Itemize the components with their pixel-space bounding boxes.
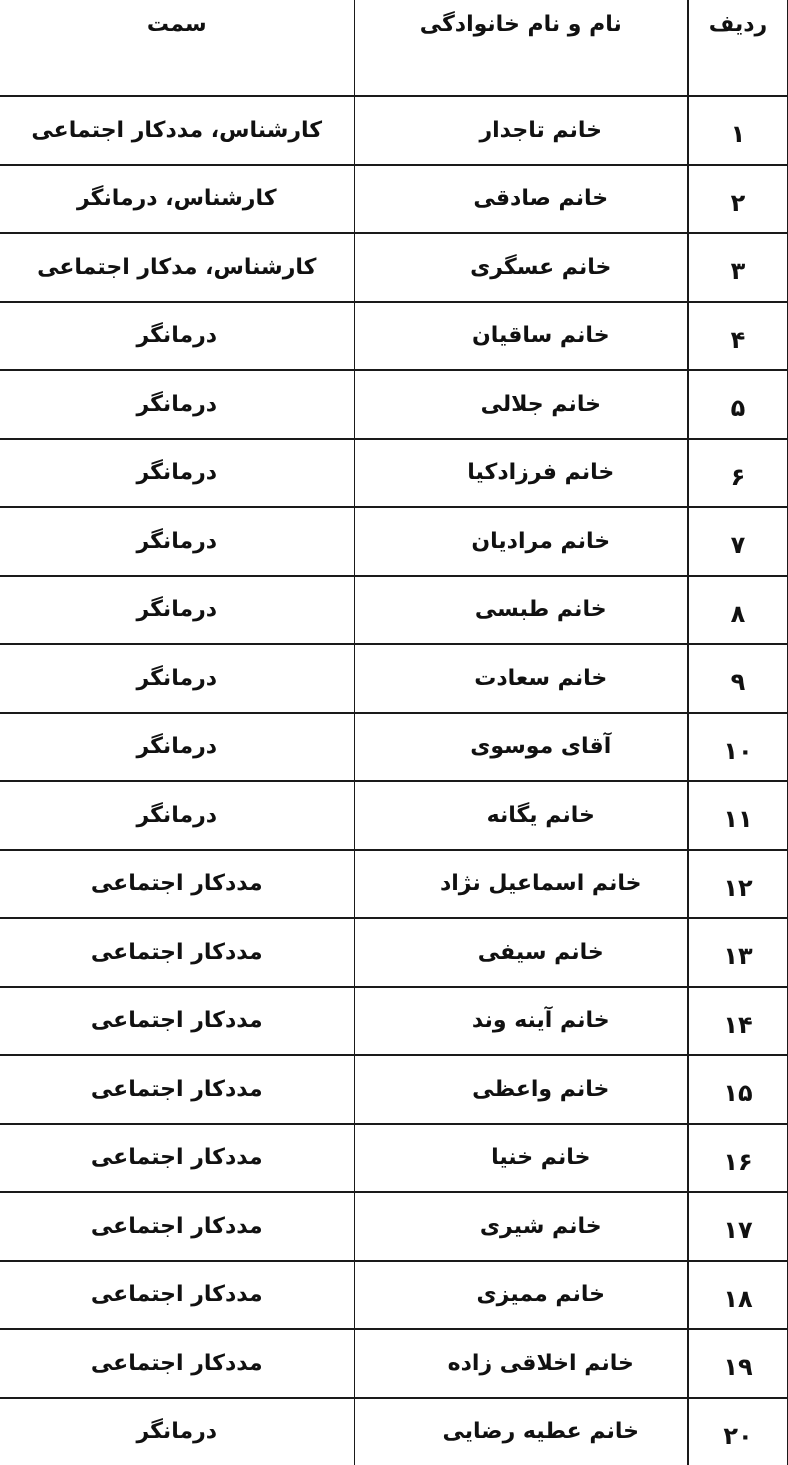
- row-number: ۵: [688, 370, 788, 439]
- person-position: درمانگر: [0, 644, 354, 713]
- person-position: درمانگر: [0, 439, 354, 508]
- person-position: درمانگر: [0, 713, 354, 782]
- row-number: ۸: [688, 576, 788, 645]
- person-position: درمانگر: [0, 370, 354, 439]
- row-number: ۷: [688, 507, 788, 576]
- table-row: [0, 1261, 788, 1330]
- table-row: [0, 576, 788, 645]
- person-position: مددکار اجتماعی: [0, 850, 354, 919]
- person-name: خانم ممیزی: [354, 1261, 688, 1330]
- person-name: خانم آینه وند: [354, 987, 688, 1056]
- row-number: ۱۱: [688, 781, 788, 850]
- person-name: خانم عطیه رضایی: [354, 1398, 688, 1465]
- row-number: ۲۰: [688, 1398, 788, 1465]
- header-row-number: ردیف: [688, 0, 788, 96]
- row-number: ۱۳: [688, 918, 788, 987]
- person-position: کارشناس، مدکار اجتماعی: [0, 233, 354, 302]
- person-position: درمانگر: [0, 1398, 354, 1465]
- person-name: خانم واعظی: [354, 1055, 688, 1124]
- table-row: [0, 781, 788, 850]
- table-row: [0, 1329, 788, 1398]
- person-position: درمانگر: [0, 302, 354, 371]
- row-number: ۱: [688, 96, 788, 165]
- person-position: مددکار اجتماعی: [0, 1192, 354, 1261]
- person-position: مددکار اجتماعی: [0, 918, 354, 987]
- person-position: درمانگر: [0, 507, 354, 576]
- person-position: مددکار اجتماعی: [0, 1329, 354, 1398]
- row-number: ۱۲: [688, 850, 788, 919]
- row-number: ۱۸: [688, 1261, 788, 1330]
- person-position: مددکار اجتماعی: [0, 1124, 354, 1193]
- table-row: [0, 918, 788, 987]
- person-name: خانم مرادیان: [354, 507, 688, 576]
- row-number: ۲: [688, 165, 788, 234]
- person-name: خانم سیفی: [354, 918, 688, 987]
- header-position: سمت: [0, 0, 354, 96]
- row-number: ۳: [688, 233, 788, 302]
- table-row: [0, 96, 788, 165]
- person-position: کارشناس، مددکار اجتماعی: [0, 96, 354, 165]
- table-row: [0, 507, 788, 576]
- table-row: [0, 439, 788, 508]
- person-name: خانم عسگری: [354, 233, 688, 302]
- table-row: [0, 713, 788, 782]
- person-name: خانم شیری: [354, 1192, 688, 1261]
- row-number: ۱۹: [688, 1329, 788, 1398]
- table-row: [0, 850, 788, 919]
- table-row: [0, 1055, 788, 1124]
- table-row: [0, 1124, 788, 1193]
- row-number: ۹: [688, 644, 788, 713]
- row-number: ۱۷: [688, 1192, 788, 1261]
- row-number: ۱۴: [688, 987, 788, 1056]
- person-position: درمانگر: [0, 781, 354, 850]
- person-name: خانم خنیا: [354, 1124, 688, 1193]
- person-name: خانم ساقیان: [354, 302, 688, 371]
- row-number: ۱۰: [688, 713, 788, 782]
- header-row: [0, 0, 788, 96]
- person-position: کارشناس، درمانگر: [0, 165, 354, 234]
- person-position: مددکار اجتماعی: [0, 987, 354, 1056]
- table-row: [0, 165, 788, 234]
- table-row: [0, 1192, 788, 1261]
- person-position: مددکار اجتماعی: [0, 1261, 354, 1330]
- person-position: مددکار اجتماعی: [0, 1055, 354, 1124]
- row-number: ۶: [688, 439, 788, 508]
- person-name: خانم اسماعیل نژاد: [354, 850, 688, 919]
- table-row: [0, 233, 788, 302]
- person-name: آقای موسوی: [354, 713, 688, 782]
- row-number: ۱۵: [688, 1055, 788, 1124]
- table-row: [0, 370, 788, 439]
- person-name: خانم سعادت: [354, 644, 688, 713]
- table-row: [0, 987, 788, 1056]
- person-name: خانم تاجدار: [354, 96, 688, 165]
- table-row: [0, 302, 788, 371]
- header-full-name: نام و نام خانوادگی: [354, 0, 688, 96]
- row-number: ۱۶: [688, 1124, 788, 1193]
- person-name: خانم اخلاقی زاده: [354, 1329, 688, 1398]
- person-name: خانم طبسی: [354, 576, 688, 645]
- table-row: [0, 644, 788, 713]
- person-name: خانم یگانه: [354, 781, 688, 850]
- row-number: ۴: [688, 302, 788, 371]
- person-name: خانم صادقی: [354, 165, 688, 234]
- person-position: درمانگر: [0, 576, 354, 645]
- person-name: خانم جلالی: [354, 370, 688, 439]
- person-name: خانم فرزادکیا: [354, 439, 688, 508]
- table-row: [0, 1398, 788, 1465]
